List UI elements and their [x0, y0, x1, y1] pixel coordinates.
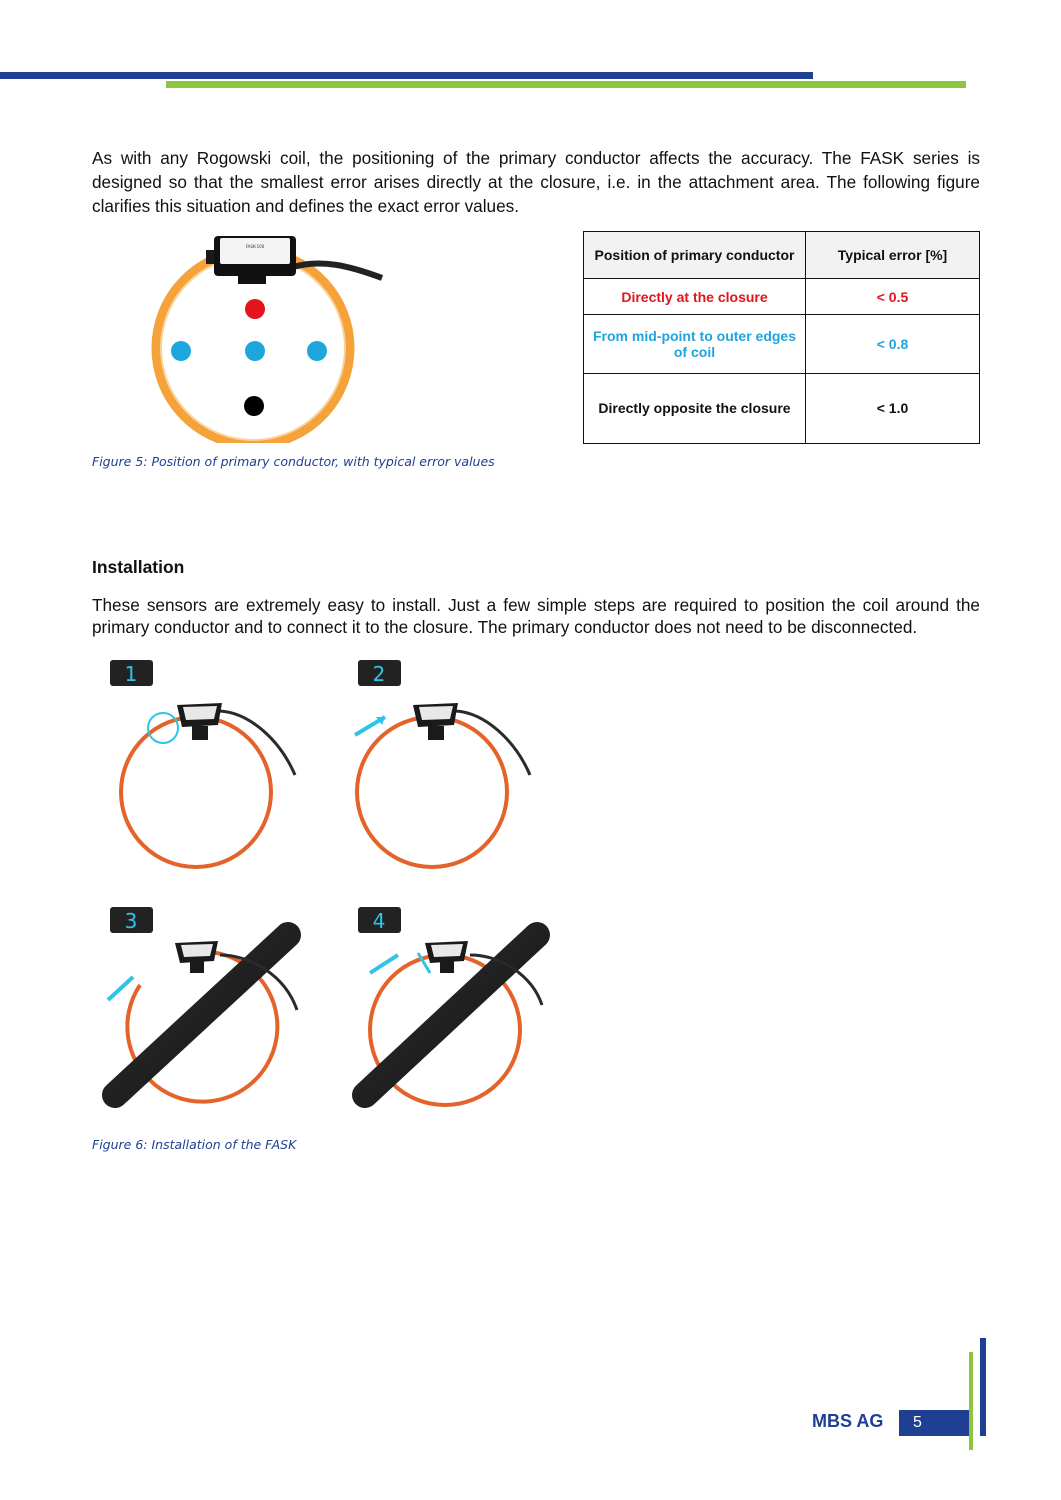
table-row [584, 373, 980, 443]
row-position: Directly opposite the closure [584, 373, 806, 443]
installation-heading: Installation [92, 557, 185, 577]
left-dot [171, 341, 191, 361]
row-error: < 0.5 [806, 279, 980, 315]
intro-paragraph: As with any Rogowski coil, the positioning of the primary conductor affects the accuracy. The FASK series is designed so that the smallest error arises directly at the closure, i.e. in the attachment area. The following figure clarifies this situation and defines the exact error values. [92, 148, 980, 216]
installation-paragraph: These sensors are extremely easy to install. Just a few simple steps are required to position the coil around the primary conductor and to connect it to the closure. The primary conductor does not need to be disconnected. [92, 595, 980, 637]
right-dot [307, 341, 327, 361]
table-row [584, 279, 980, 315]
device-label: FASK-100 [245, 244, 265, 249]
opposite-dot [244, 396, 264, 416]
header-blue-bar [0, 72, 813, 79]
header-error: Typical error [%] [806, 232, 980, 279]
row-error: < 0.8 [806, 315, 980, 373]
center-dot [245, 341, 265, 361]
step-3-number: 3 [124, 909, 138, 933]
page-number: 5 [899, 1410, 973, 1436]
figure6-installation-steps [100, 655, 560, 1115]
arrow-icon [370, 955, 398, 973]
step-4-number: 4 [372, 909, 386, 933]
error-table [583, 231, 980, 444]
footer-blue-bar [980, 1338, 986, 1436]
row-error: < 1.0 [806, 373, 980, 443]
step-1-number: 1 [124, 662, 138, 686]
step-4 [358, 907, 542, 1105]
table-row [584, 315, 980, 373]
figure5-caption: Figure 5: Position of primary conductor, with typical error values [92, 454, 495, 469]
arrow-icon [108, 977, 133, 1000]
footer-green-bar [969, 1352, 973, 1450]
closure-dot [245, 299, 265, 319]
step-3 [108, 907, 297, 1102]
figure5-coil-diagram [140, 228, 390, 443]
header-green-bar [166, 81, 966, 88]
step-2-number: 2 [372, 662, 386, 686]
footer-brand: MBS AG [812, 1411, 884, 1431]
step-1 [110, 660, 295, 867]
step-2 [355, 660, 530, 867]
row-position: Directly at the closure [584, 279, 806, 315]
figure6-caption: Figure 6: Installation of the FASK [92, 1137, 297, 1152]
highlight-circle [148, 713, 178, 743]
row-position: From mid-point to outer edges of coil [584, 315, 806, 373]
header-position: Position of primary conductor [584, 232, 806, 279]
